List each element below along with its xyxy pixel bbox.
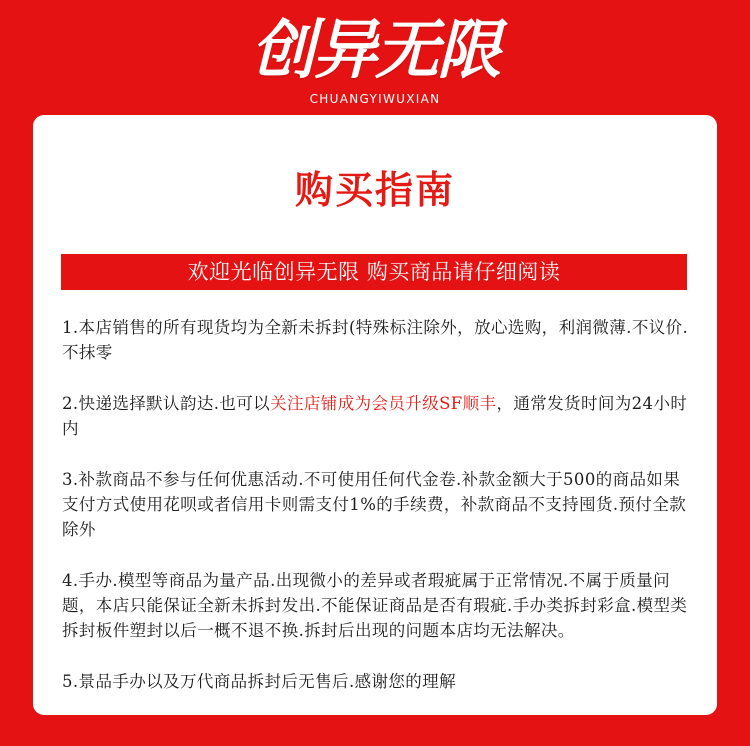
rule-item-1: 1.本店销售的所有现货均为全新未拆封(特殊标注除外，放心选购，利润微薄.不议价.不抹零 <box>62 318 689 362</box>
brand-logo-subtitle: CHUANGYIWUXIAN <box>309 92 441 106</box>
brand-logo-title: 创异无限 <box>251 14 499 88</box>
guide-card <box>33 115 717 715</box>
brand-header <box>0 0 750 118</box>
rule-item-3: 3.补款商品不参与任何优惠活动.不可使用任何代金卷.补款金额大于500的商品如果支付方式使用花呗或者信用卡则需支付1%的手续费，补款商品不支持囤货.预付全款除外 <box>62 470 687 539</box>
welcome-banner: 欢迎光临创异无限 购买商品请仔细阅读 <box>61 254 687 290</box>
rule-item-2-highlight: 关注店铺成为会员升级SF顺丰 <box>270 394 497 413</box>
rule-item-2-text: 2.快递选择默认韵达.也可以 <box>62 394 271 413</box>
rule-item-2-text-end: ，通常发货时间为24小时内 <box>62 394 688 438</box>
rule-item-4: 4.手办.模型等商品为量产品.出现微小的差异或者瑕疵属于正常情况.不属于质量问题，本店只能保证全新未拆封发出.不能保证商品是否有瑕疵.手办类拆封彩盒.模型类拆封板件塑封以后一概不退不换.拆封后出现的问题本店均无法解决。 <box>62 571 688 640</box>
rule-item-5: 5.景品手办以及万代商品拆封后无售后.感谢您的理解 <box>62 672 456 691</box>
guide-title: 购买指南 <box>294 168 455 212</box>
rules-list <box>62 315 692 720</box>
rule-item-2 <box>62 391 692 441</box>
